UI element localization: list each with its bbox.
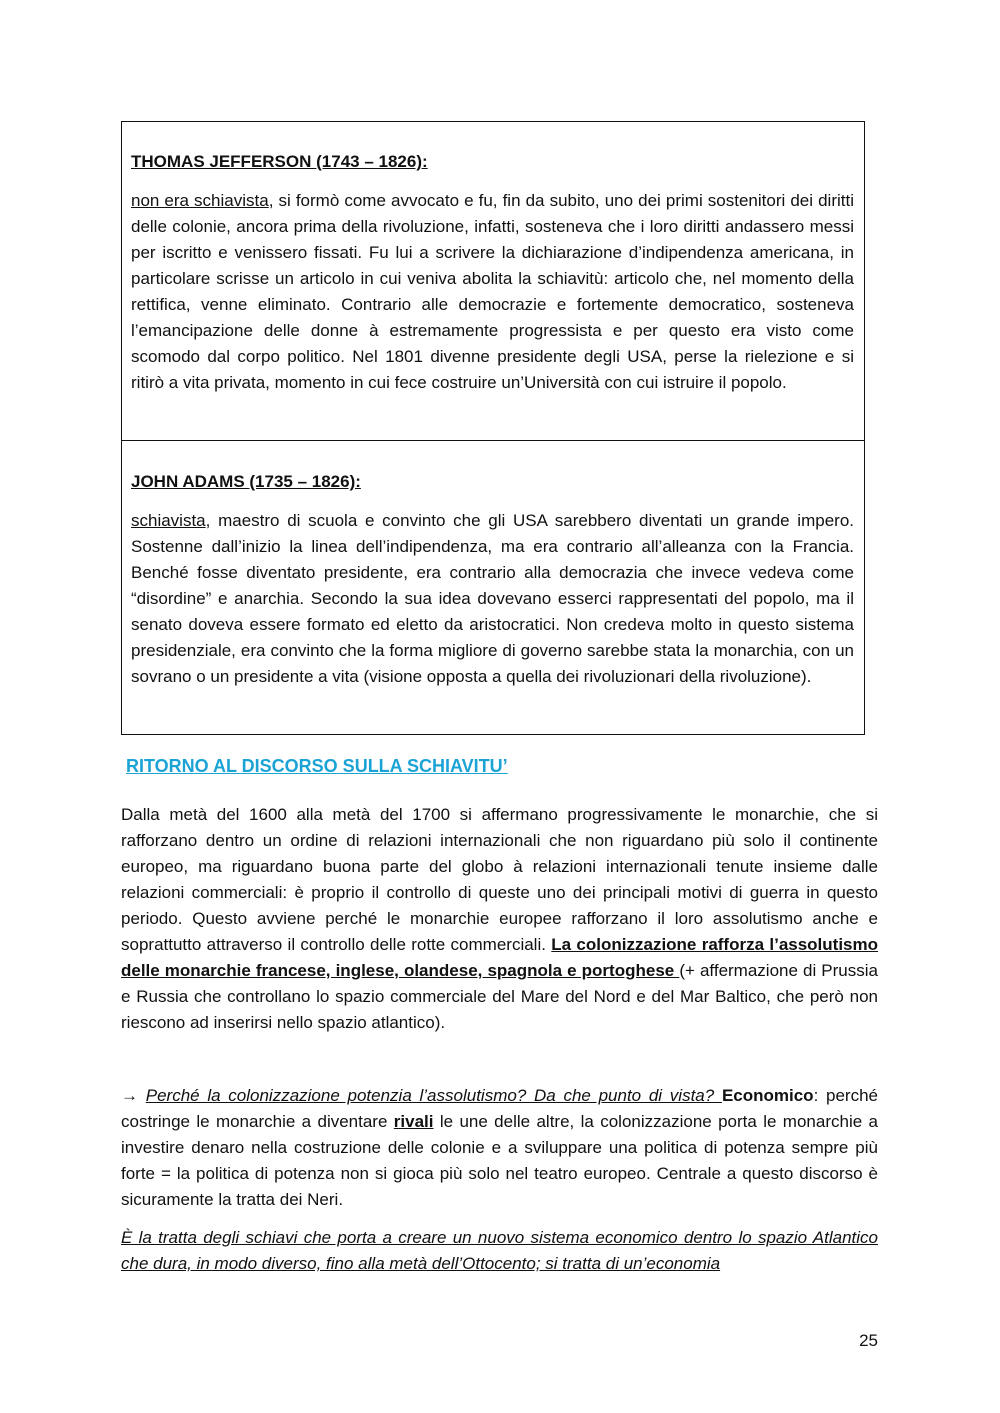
jefferson-cell <box>122 122 864 396</box>
paragraph-colonizzazione <box>121 802 878 1036</box>
arrow-icon: → <box>121 1086 146 1105</box>
adams-body: , maestro di scuola e convinto che gli USA sarebbero diventati un grande impero. Sostenne dall’inizio la linea dell’indipendenza, ma era contrario all’alleanza con la Francia. Benché fosse diventato presidente, era contrario alla democrazia che invece vedeva come “disordine” e anarchia. Secondo la sua idea dovevano esserci rappresentati del popolo, ma il senato doveva essere formato ed eletto da aristocratici. Non credeva molto in questo sistema presidenziale, era convinto che la forma migliore di governo sarebbe stata la monarchia, con un sovrano o un presidente a vita (visione opposta a quella dei rivoluzionari della rivoluzione). <box>131 511 854 686</box>
adams-text <box>131 508 854 690</box>
adams-heading: JOHN ADAMS (1735 – 1826): <box>131 472 361 491</box>
adams-box <box>121 440 865 735</box>
para1-bold: La colonizzazione rafforza l’assolutismo delle monarchie francese, inglese, olandese, spagnola e portoghese <box>121 935 879 980</box>
jefferson-lead: non era schiavista <box>131 191 269 210</box>
para1-text: Dalla metà del 1600 alla metà del 1700 si affermano progressivamente le monarchie, che si rafforzano dentro un ordine di relazioni internazionali che non riguardano più solo il continente europeo, ma riguardano buona parte del globo à relazioni internazionali tenute insieme dalle relazioni commerciali: è proprio il controllo di queste uno dei principali motivi di guerra in questo periodo. Questo avviene perché le monarchie europee rafforzano il loro assolutismo anche e soprattutto attraverso il controllo delle rotte commerciali. <box>121 805 878 954</box>
jefferson-box <box>121 121 865 441</box>
jefferson-heading: THOMAS JEFFERSON (1743 – 1826): <box>131 152 428 171</box>
paragraph-tratta: È la tratta degli schiavi che porta a creare un nuovo sistema economico dentro lo spazio Atlantico che dura, in modo diverso, fino alla metà dell’Ottocento; si tratta di un’economia <box>121 1228 878 1273</box>
para2-rivali: rivali <box>393 1112 434 1131</box>
para2-question: Perché la colonizzazione potenzia l’assolutismo? Da che punto di vista? <box>145 1086 722 1105</box>
para2-bold: Economico <box>721 1086 814 1105</box>
paragraph-assolutismo <box>121 1083 878 1213</box>
para2-tail: le une delle altre, la colonizzazione porta le monarchie a investire denaro nella costruzione delle colonie e a sviluppare una politica di potenza sempre più forte = la politica di potenza non si gioca più solo nel teatro europeo. Centrale a questo discorso è sicuramente la tratta dei Neri. <box>121 1112 878 1209</box>
jefferson-body: , si formò come avvocato e fu, fin da subito, uno dei primi sostenitori dei diritti delle colonie, ancora prima della rivoluzione, infatti, sosteneva che i loro diritti andassero messi per iscritto e venissero fissati. Fu lui a scrivere la dichiarazione d’indipendenza americana, in particolare scrisse un articolo in cui veniva abolita la schiavitù: articolo che, nel momento della rettifica, venne eliminato. Contrario alle democrazie e fortemente democratico, sosteneva l’emancipazione delle donne à estremamente progressista e per questo era visto come scomodo dal corpo politico. Nel 1801 divenne presidente degli USA, perse la rielezione e si ritirò a vita privata, momento in cui fece costruire un’Università con cui istruire il popolo. <box>131 191 854 392</box>
adams-lead: schiavista <box>131 511 206 530</box>
para2-mid: : perché costringe le monarchie a diventare <box>121 1086 878 1131</box>
jefferson-text <box>131 188 854 396</box>
para1-tail: (+ affermazione di Prussia e Russia che controllano lo spazio commerciale del Mare del Nord e del Mar Baltico, che però non riescono ad inserirsi nello spazio atlantico). <box>121 961 878 1032</box>
adams-cell <box>122 441 864 690</box>
page-number: 25 <box>859 1331 878 1350</box>
section-title: RITORNO AL DISCORSO SULLA SCHIAVITU’ <box>126 756 508 776</box>
